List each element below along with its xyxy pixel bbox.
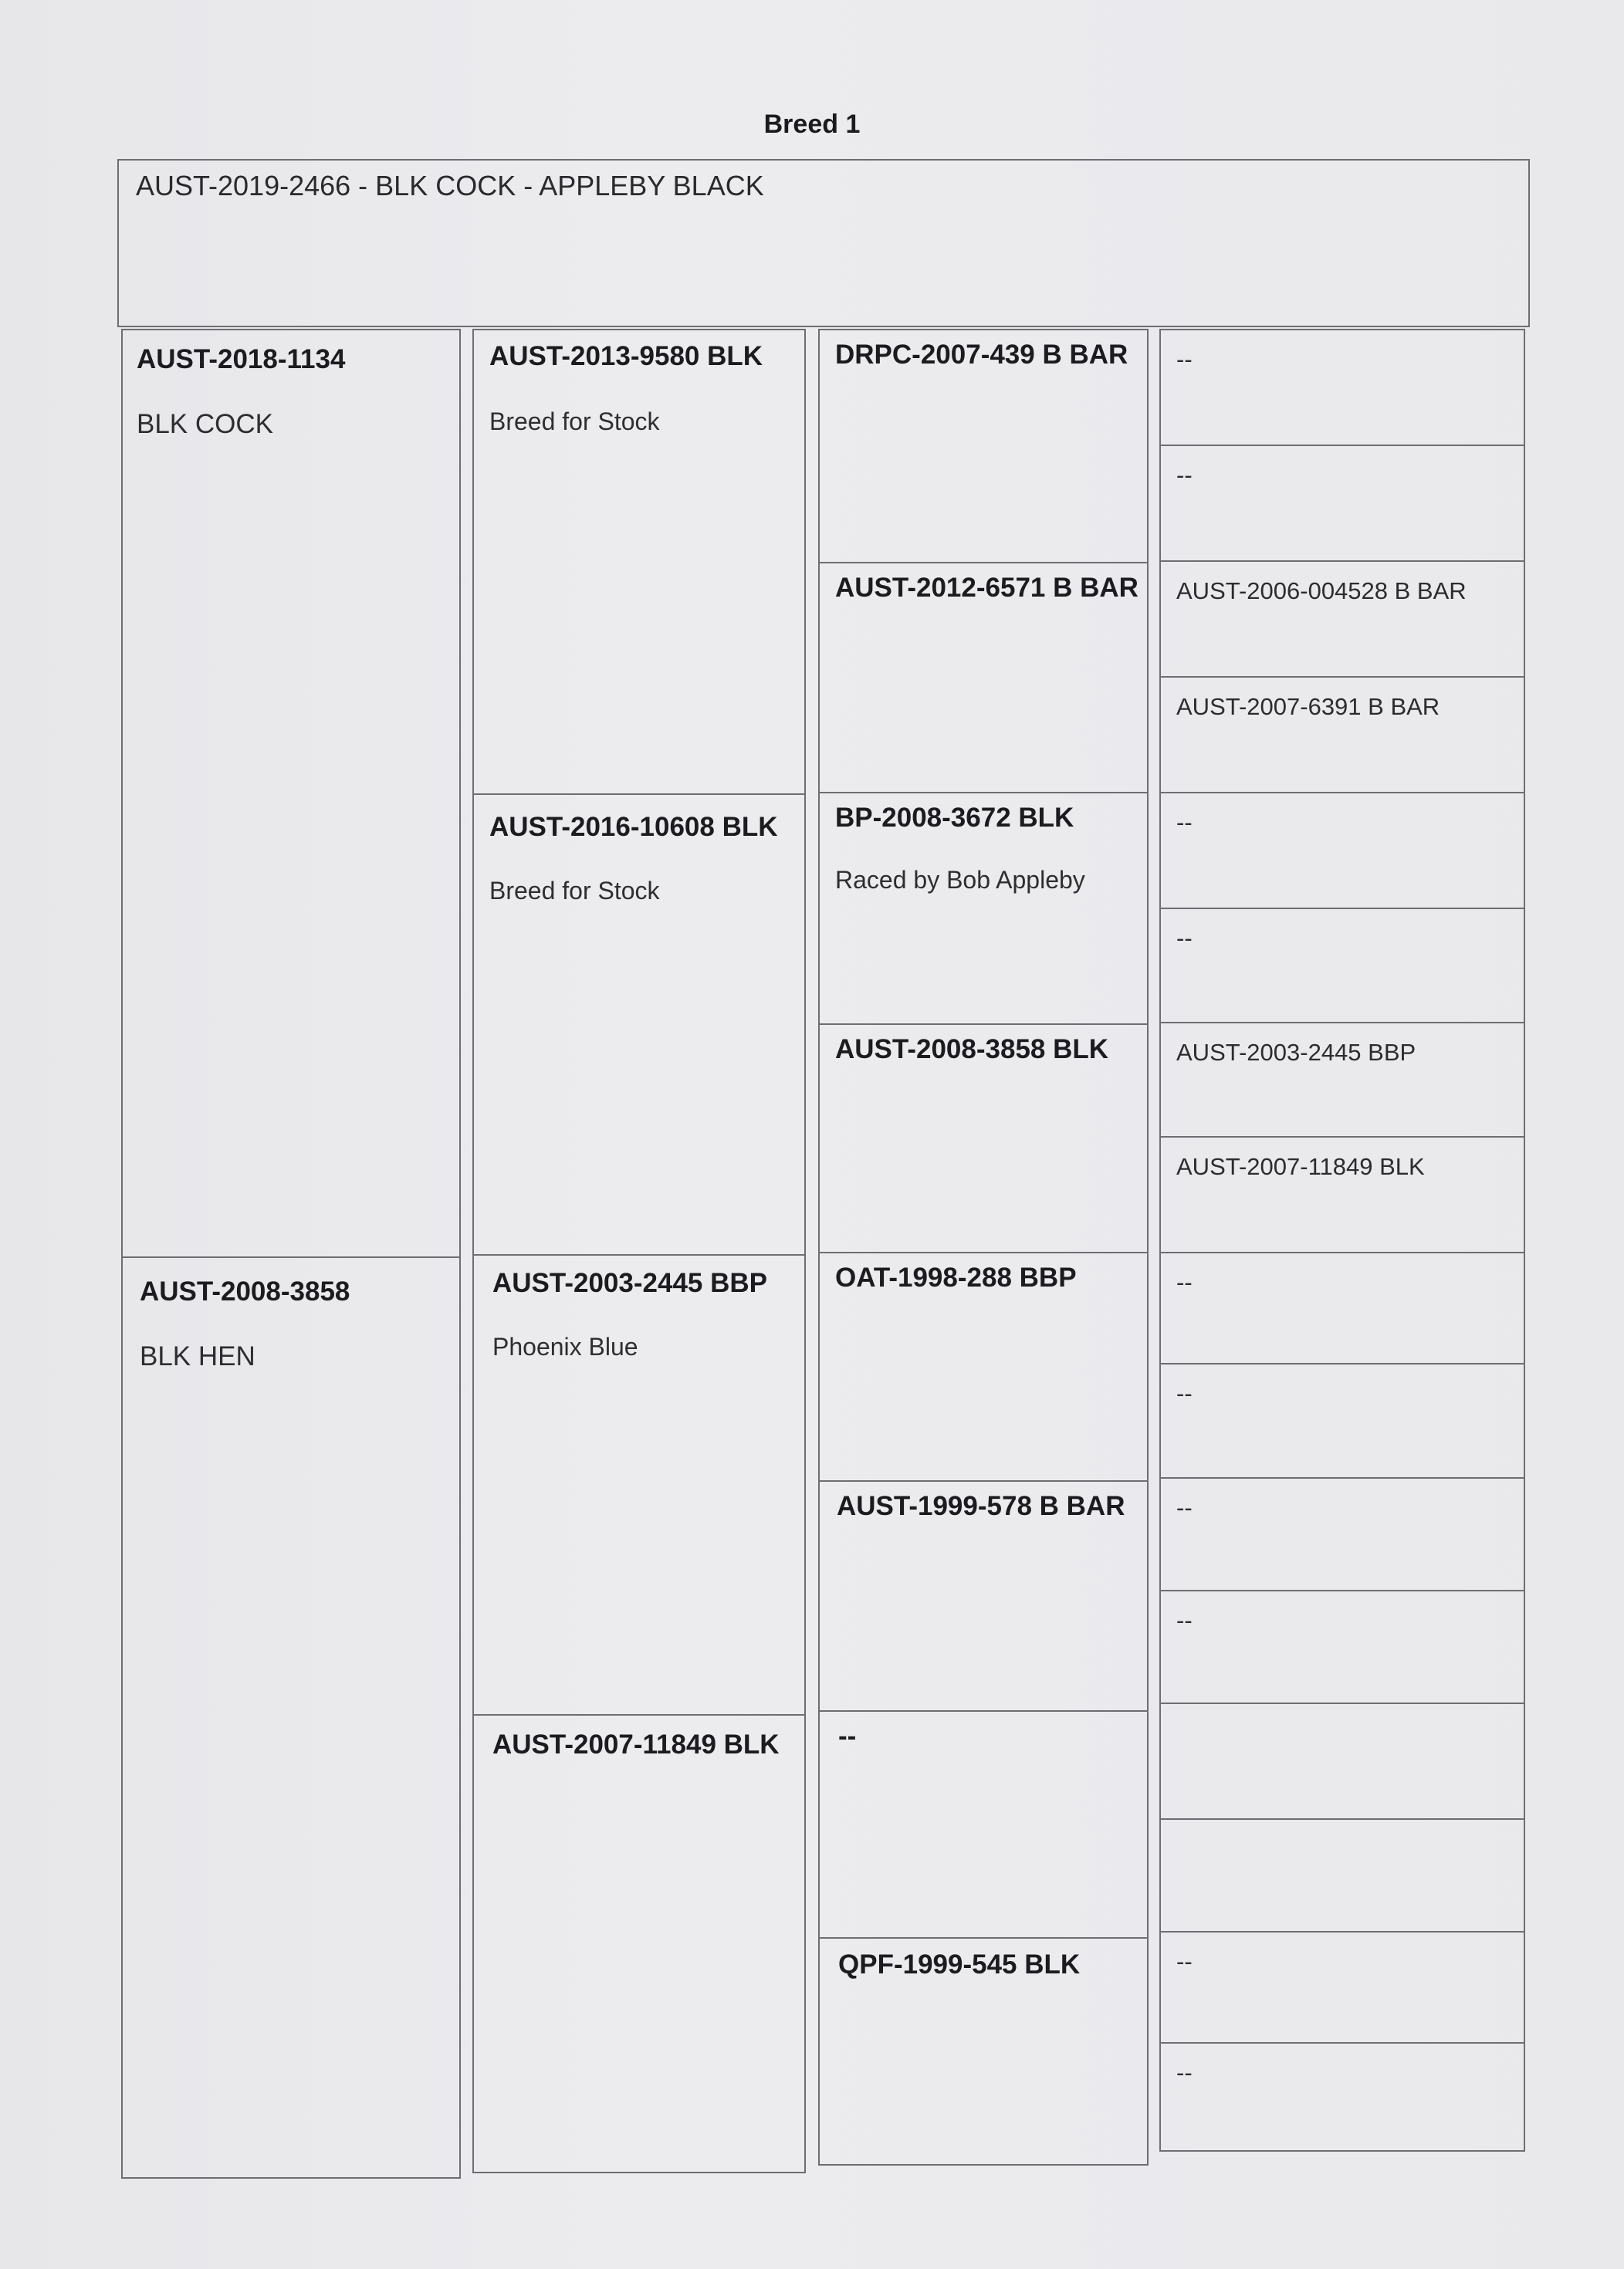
gg-grandparent-cell	[1161, 1022, 1524, 1136]
parents-column	[121, 329, 461, 2179]
great-grandparent-note: Raced by Bob Appleby	[835, 866, 1085, 894]
parent-note: BLK HEN	[140, 1341, 255, 1371]
gg-grandparent-cell	[1161, 1818, 1524, 1931]
great-grandparents-column	[818, 329, 1149, 2166]
great-grandparent-name: AUST-2008-3858 BLK	[835, 1034, 1109, 1064]
gg-grandparent-cell	[1161, 2042, 1524, 2153]
grandparent-name: AUST-2013-9580 BLK	[489, 341, 763, 371]
grandparent-name: AUST-2016-10608 BLK	[489, 812, 778, 842]
great-grandparent-cell	[820, 1937, 1147, 2167]
gg-grandparent-cell	[1161, 1703, 1524, 1818]
parent-name: AUST-2018-1134	[137, 344, 346, 374]
grandparent-name: AUST-2003-2445 BBP	[492, 1268, 767, 1298]
gg-grandparent-label: --	[1176, 925, 1193, 952]
great-grandparent-name: QPF-1999-545 BLK	[838, 1949, 1081, 1980]
great-grandparent-name: AUST-1999-578 B BAR	[837, 1491, 1125, 1521]
great-grandparent-cell	[820, 562, 1147, 792]
gg-grandparent-cell	[1161, 1477, 1524, 1590]
great-grandparent-name: AUST-2012-6571 B BAR	[835, 573, 1138, 603]
grandparent-cell	[474, 1714, 804, 2175]
great-grandparent-name: --	[838, 1721, 857, 1751]
great-grandparent-cell	[820, 1480, 1147, 1710]
grandparent-cell	[474, 1254, 804, 1714]
grandparent-cell	[474, 330, 804, 793]
subject-box	[117, 159, 1530, 327]
great-grandparent-cell	[820, 330, 1147, 562]
great-great-grandparents-column	[1159, 329, 1525, 2152]
gg-grandparent-cell	[1161, 445, 1524, 560]
gg-grandparent-label: --	[1176, 1494, 1193, 1521]
gg-grandparent-label: --	[1176, 1269, 1193, 1296]
gg-grandparent-label: --	[1176, 346, 1193, 373]
gg-grandparent-cell	[1161, 1590, 1524, 1703]
grandparent-note: Breed for Stock	[489, 407, 660, 435]
gg-grandparent-label: --	[1176, 809, 1193, 836]
parent-dam	[123, 1256, 459, 2180]
gg-grandparent-cell	[1161, 792, 1524, 908]
gg-grandparent-cell	[1161, 1136, 1524, 1252]
gg-grandparent-cell	[1161, 1931, 1524, 2042]
great-grandparent-name: BP-2008-3672 BLK	[835, 803, 1074, 833]
gg-grandparent-cell	[1161, 560, 1524, 676]
great-grandparent-name: OAT-1998-288 BBP	[835, 1263, 1077, 1293]
parent-sire	[123, 330, 459, 1256]
parent-note: BLK COCK	[137, 409, 273, 439]
gg-grandparent-cell	[1161, 676, 1524, 792]
grandparents-column	[472, 329, 806, 2173]
gg-grandparent-cell	[1161, 1252, 1524, 1363]
grandparent-note: Phoenix Blue	[492, 1333, 638, 1361]
grandparent-name: AUST-2007-11849 BLK	[492, 1730, 780, 1760]
gg-grandparent-label: --	[1176, 1948, 1193, 1975]
gg-grandparent-label: AUST-2007-6391 B BAR	[1176, 693, 1440, 720]
gg-grandparent-cell	[1161, 1363, 1524, 1477]
gg-grandparent-label: --	[1176, 462, 1193, 489]
gg-grandparent-cell	[1161, 330, 1524, 445]
great-grandparent-cell	[820, 1710, 1147, 1937]
gg-grandparent-label: --	[1176, 1380, 1193, 1407]
gg-grandparent-cell	[1161, 908, 1524, 1022]
gg-grandparent-label: AUST-2007-11849 BLK	[1176, 1153, 1425, 1180]
grandparent-cell	[474, 793, 804, 1254]
great-grandparent-cell	[820, 792, 1147, 1023]
subject-label: AUST-2019-2466 - BLK COCK - APPLEBY BLACK	[136, 170, 764, 201]
gg-grandparent-label: --	[1176, 2059, 1193, 2086]
great-grandparent-cell	[820, 1023, 1147, 1252]
great-grandparent-cell	[820, 1252, 1147, 1480]
grandparent-note: Breed for Stock	[489, 877, 660, 905]
gg-grandparent-label: AUST-2003-2445 BBP	[1176, 1039, 1416, 1066]
page-title: Breed 1	[763, 110, 861, 139]
parent-name: AUST-2008-3858	[140, 1277, 350, 1307]
gg-grandparent-label: AUST-2006-004528 B BAR	[1176, 577, 1467, 604]
great-grandparent-name: DRPC-2007-439 B BAR	[835, 340, 1128, 370]
gg-grandparent-label: --	[1176, 1607, 1193, 1634]
